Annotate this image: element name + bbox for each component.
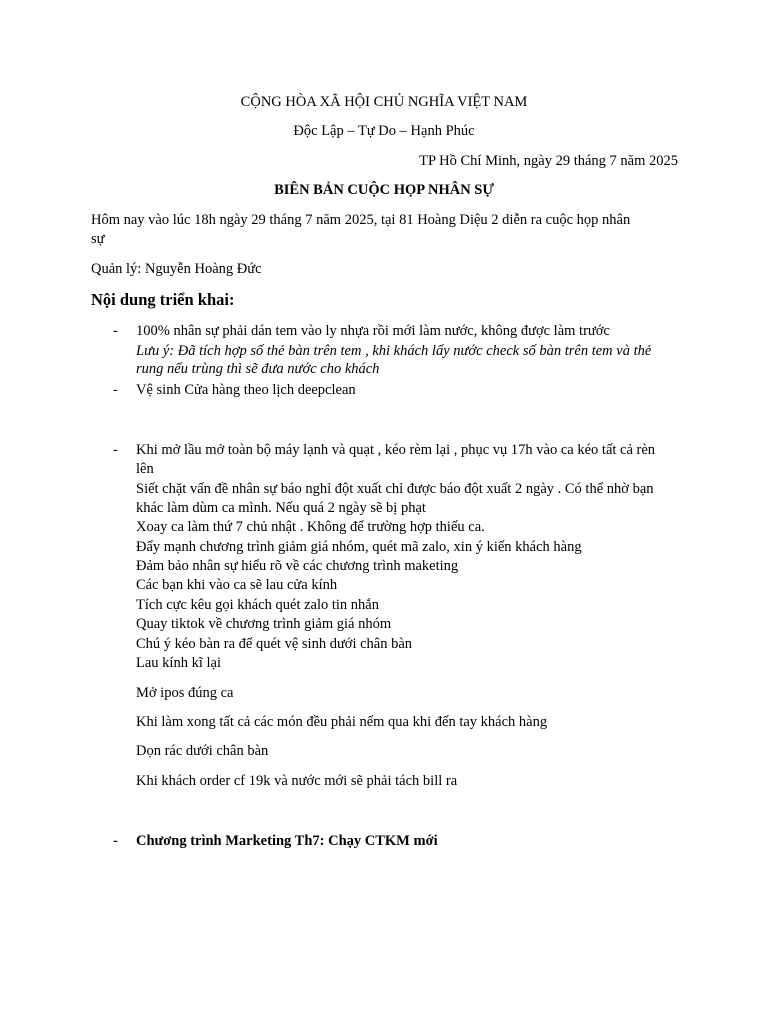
list-item-taste-check: Khi làm xong tất cả các món đều phải nếm qua khi đến tay khách hàng [136, 714, 548, 730]
list-item-upstairs: Khi mở lầu mở toàn bộ máy lạnh và quạt , kéo rèm lại , phục vụ 17h vào ca kéo tất cả rèn [136, 442, 656, 458]
list-item-split-bill: Khi khách order cf 19k và nước mới sẽ phải tách bill ra [136, 773, 458, 789]
list-item-note: Lưu ý: Đã tích hợp số thẻ bàn trên tem , khi khách lấy nước check số bàn trên tem và thẻ [136, 343, 652, 359]
list-item-tiktok: Quay tiktok về chương trình giảm giá nhóm [136, 616, 392, 632]
list-item-deepclean: Vệ sinh Cửa hàng theo lịch deepclean [136, 382, 356, 398]
list-item-wipe-glass: Lau kính kĩ lại [136, 655, 221, 671]
list-item-weekend-shift: Xoay ca làm thứ 7 chủ nhật . Không để trường hợp thiếu ca. [136, 519, 485, 535]
list-item-leave-policy-continued: khác làm dùm ca mình. Nếu quá 2 ngày sẽ bị phạt [136, 500, 426, 516]
national-title: CỘNG HÒA XÃ HỘI CHỦ NGHĨA VIỆT NAM [240, 94, 528, 110]
bullet-marker: - [113, 833, 118, 849]
document-title: BIÊN BẢN CUỘC HỌP NHÂN SỰ [274, 182, 494, 198]
list-item-marketing-program: Chương trình Marketing Th7: Chạy CTKM mới [136, 833, 438, 849]
intro-line-continued: sự [91, 231, 105, 247]
list-item-upstairs-continued: lên [136, 461, 154, 477]
manager-line: Quản lý: Nguyễn Hoàng Đức [91, 261, 262, 277]
section-heading: Nội dung triển khai: [91, 290, 235, 309]
list-item-table-cleaning: Chú ý kéo bàn ra để quét vệ sinh dưới chân bàn [136, 636, 413, 652]
list-item-zalo: Tích cực kêu gọi khách quét zalo tin nhắn [136, 597, 379, 613]
list-item-cup-stickers: 100% nhân sự phải dán tem vào ly nhựa rồi mới làm nước, không được làm trước [136, 323, 610, 339]
intro-line: Hôm nay vào lúc 18h ngày 29 tháng 7 năm 2025, tại 81 Hoàng Diệu 2 diễn ra cuộc họp nhân [91, 212, 631, 228]
list-item-marketing-knowledge: Đảm bảo nhân sự hiểu rõ về các chương trình maketing [136, 558, 459, 574]
list-item-group-discount: Đẩy mạnh chương trình giảm giá nhóm, quét mã zalo, xin ý kiến khách hàng [136, 539, 582, 555]
bullet-marker: - [113, 382, 118, 398]
motto: Độc Lập – Tự Do – Hạnh Phúc [293, 123, 475, 139]
list-item-glass-cleaning: Các bạn khi vào ca sẽ lau cửa kính [136, 577, 338, 593]
place-date: TP Hồ Chí Minh, ngày 29 tháng 7 năm 2025 [419, 153, 678, 169]
bullet-marker: - [113, 442, 118, 458]
list-item-trash: Dọn rác dưới chân bàn [136, 743, 269, 759]
list-item-ipos: Mở ipos đúng ca [136, 685, 234, 701]
list-item-note-continued: rung nếu trùng thì sẽ đưa nước cho khách [136, 361, 380, 377]
bullet-marker: - [113, 323, 118, 339]
list-item-leave-policy: Siết chặt vấn đề nhân sự báo nghỉ đột xuất chỉ được báo đột xuất 2 ngày . Có thể nhờ bạn [136, 481, 654, 497]
